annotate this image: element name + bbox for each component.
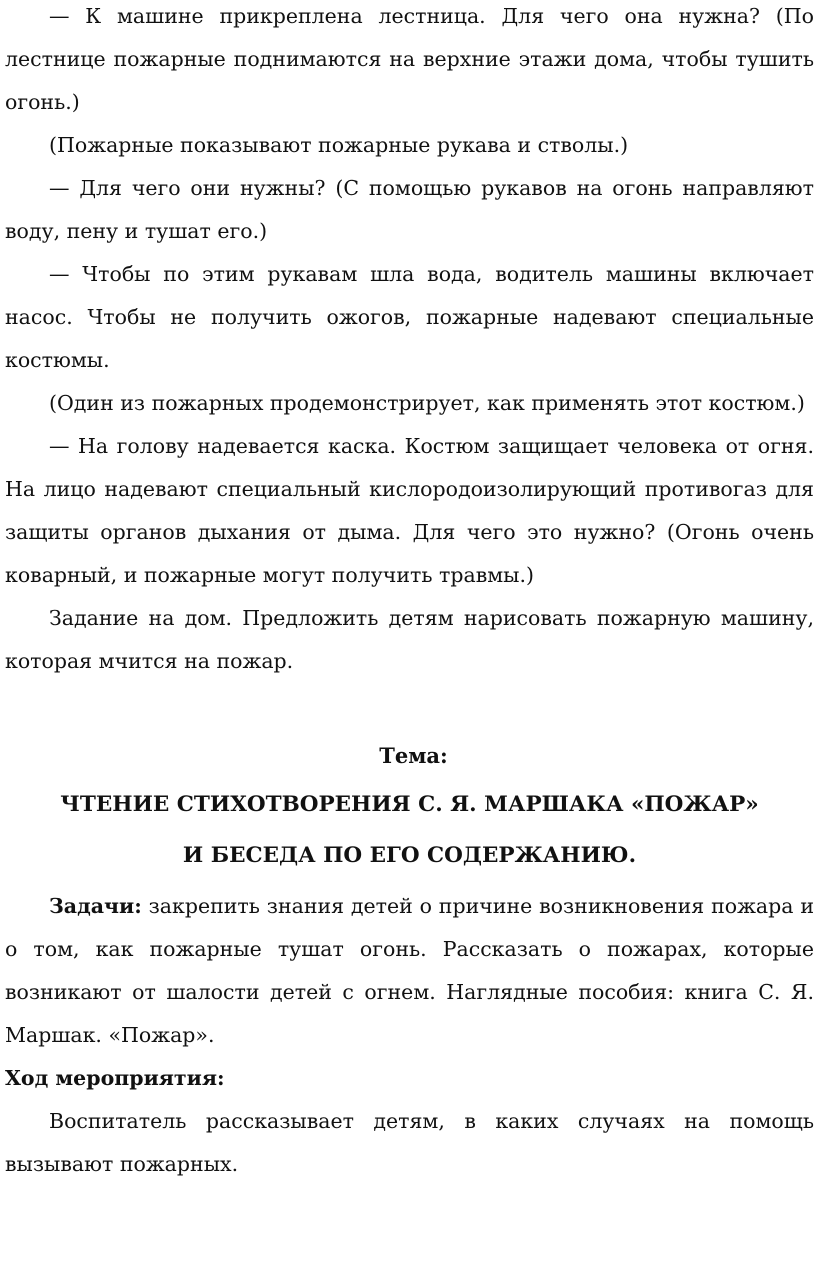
paragraph-hoses-shown: (Пожарные показывают пожарные рукава и стволы.) <box>49 133 629 157</box>
title-line-2: И БЕСЕДА ПО ЕГО СОДЕРЖАНИЮ. <box>182 843 637 868</box>
lesson-title <box>5 779 814 881</box>
paragraph-ladder: — К машине прикреплена лестница. Для чего она нужна? (По лестнице пожарные поднимаются на верхние этажи дома, чтобы тушить огонь.) <box>5 4 814 114</box>
paragraph-pump-suits: — Чтобы по этим рукавам шла вода, водитель машины включает насос. Чтобы не получить ожогов, пожарные надевают специальные костюмы. <box>5 262 814 372</box>
tasks-paragraph <box>5 885 814 1057</box>
section-spacer <box>5 683 814 734</box>
paragraph-suit-demo: (Один из пожарных продемонстрирует, как применять этот костюм.) <box>49 391 805 415</box>
course-text: Воспитатель рассказывает детям, в каких случаях на помощь вызывают пожарных. <box>5 1109 814 1176</box>
tasks-label: Задачи: <box>49 894 142 918</box>
title-line-1: ЧТЕНИЕ СТИХОТВОРЕНИЯ С. Я. МАРШАКА «ПОЖАР» <box>60 792 759 817</box>
tasks-text: закрепить знания детей о причине возникновения пожара и о том, как пожарные тушат огонь. Рассказать о пожарах, которые возникают от шалости детей с огнем. Наглядные пособия: книга С. Я. Маршак. «Пожар». <box>5 894 814 1047</box>
paragraph-hoses-purpose: — Для чего они нужны? (С помощью рукавов на огонь направляют воду, пену и тушат его.) <box>5 176 814 243</box>
paragraph-helmet-gasmask: — На голову надевается каска. Костюм защищает человека от огня. На лицо надевают специальный кислородоизолирующий противогаз для защиты органов дыхания от дыма. Для чего это нужно? (Огонь очень коварный, и пожарные могут получить травмы.) <box>5 434 814 587</box>
theme-label: Тема: <box>379 743 448 768</box>
course-heading: Ход мероприятия: <box>5 1066 225 1090</box>
paragraph-homework: Задание на дом. Предложить детям нарисовать пожарную машину, которая мчится на пожар. <box>5 606 814 673</box>
